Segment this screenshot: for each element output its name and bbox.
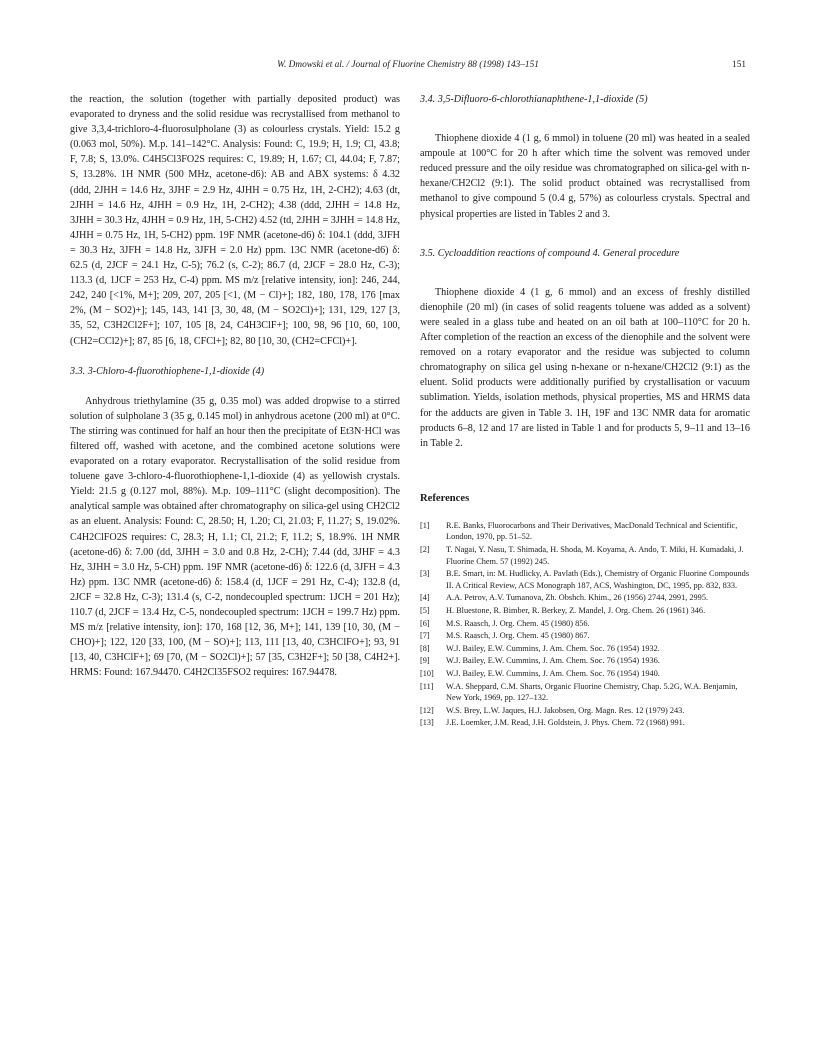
reference-text: J.E. Loemker, J.M. Read, J.H. Goldstein, J. Phys. Chem. 72 (1968) 991. — [446, 718, 685, 728]
reference-number: [4] — [420, 593, 430, 603]
paragraph-trichlorofluorosulpholane: the reaction, the solution (together with partially deposited product) was evaporated to dryness and the solid residue was recrystallised from methanol to give 3,3,4-trichloro-4-fluorosulpholane (3) as colourless crystals. Yield: 15.2 g (0.063 mol, 50%). M.p. 141–142°C. Analysis: Found: C, 19.9; H, 1.9; Cl, 43.8; F, 7.8; S, 13.0%. C4H5Cl3FO2S requires: C, 19.89; H, 1.67; Cl, 44.04; F, 7.87; S, 13.28%. 1H NMR (500 MHz, acetone-d6): AB and ABX systems: δ 4.32 (ddd, 2JHH = 14.6 Hz, 3JHF = 2.9 Hz, 4JHH = 0.75 Hz, 1H, 2-CH2); 4.63 (dt, 2JHH = 14.6 Hz, 4JHH = 0.9 Hz, 1H, 2-CH2); 4.38 (ddd, 2JHH = 14.8 Hz, 3JHH = 30.3 Hz, 4JHH = 0.9 Hz, 1H, 5-CH2) 4.52 (td, 2JHH = 3JHH = 14.8 Hz, 4JHH = 0.75 Hz, 1H, 5-CH2) ppm. 19F NMR (acetone-d6) δ: 104.1 (ddd, 3JFH = 30.3 Hz, 3JFH = 14.8 Hz, 3JFH = 2.0 Hz) ppm. 13C NMR (acetone-d6) δ: 62.5 (d, 2JCF = 24.1 Hz, C-5); 76.2 (s, C-2); 86.7 (d, 2JCF = 28.0 Hz, C-3); 113.3 (d, 1JCF = 253 Hz, C-4) ppm. MS m/z [relative intensity, ion]: 246, 244, 242, 240 [<1%, M+]; 209, 207, 205 [<1, (M − Cl)+]; 182, 180, 178, 176 [max 2%, (M − SO2)+]; 145, 143, 141 [3, 30, 48, (M − SO2Cl)+]; 131, 129, 127 [3, 35, 52, C3H2Cl2F+]; 107, 105 [8, 24, C4H3ClF+]; 100, 98, 96 [10, 60, 100, (CH2=CCl2)+]; 87, 85 [6, 18, CFCl+]; 82, 80 [10, 30, (CH2=CFCl)+]. — [70, 94, 400, 347]
reference-text: M.S. Raasch, J. Org. Chem. 45 (1980) 867. — [446, 631, 590, 641]
reference-number: [6] — [420, 618, 430, 628]
reference-item — [420, 568, 750, 591]
reference-text: M.S. Raasch, J. Org. Chem. 45 (1980) 856. — [446, 618, 590, 628]
reference-number: [2] — [420, 544, 430, 554]
left-column — [70, 92, 400, 680]
reference-item — [420, 592, 750, 604]
paragraph-chlorofluorothiophene-dioxide: Anhydrous triethylamine (35 g, 0.35 mol) was added dropwise to a stirred solution of sulpholane 3 (35 g, 0.145 mol) in anhydrous acetone (200 ml) at 0°C. The stirring was continued for half an hour then the precipitate of Et3N·HCl was filtered off, washed with acetone, and the combined acetone solutions were evaporated on a rotary evaporator. Recrystallisation of the solid residue from toluene gave 3-chloro-4-fluorothiophene-1,1-dioxide (4) as yellowish crystals. Yield: 21.5 g (0.127 mol, 88%). M.p. 109–111°C (slight decomposition). The analytical sample was obtained after chromatography on silica-gel using CH2Cl2 as an eluent. Analysis: Found: C, 28.50; H, 1.20; Cl, 21.03; F, 11.27; S, 19.02%. C4H2ClFO2S requires: C, 28.3; H, 1.1; Cl, 21.2; F, 11.2; S, 18.9%. 1H NMR (acetone-d6) δ: 7.00 (dd, 3JHH = 3.0 and 0.8 Hz, 2-CH); 7.44 (dd, 3JHF = 4.3 Hz, 3JHH = 3.0 Hz, 5-CH) ppm. 19F NMR (acetone-d6) δ: 122.6 (d, 3JFH = 4.3 Hz) ppm. 13C NMR (acetone-d6) δ: 158.4 (d, 1JCF = 291 Hz, C-4); 132.8 (d, 2JCF = 32.8 Hz, C-3); 131.4 (s, C-2, nondecoupled spectrum: 1JCH = 201 Hz); 110.7 (d, 2JCF = 13.4 Hz, C-5, nondecoupled spectrum: 1JCH = 199.7 Hz) ppm. MS m/z [relative intensity, ion]: 170, 168 [12, 36, M+]; 141, 139 [10, 30, (M − CHO)+]; 122, 120 [33, 100, (M − SO)+]; 113, 111 [13, 40, C3HClFO+]; 93, 91 [13, 40, C3HClF+]; 69 [70, (M − SO2Cl)+]; 57 [35, C3H2F+]; 50 [38, C4H2+]. HRMS: Found: 167.94470. C4H2Cl35FSO2 requires: 167.94478. — [70, 395, 400, 679]
journal-citation: W. Dmowski et al. / Journal of Fluorine Chemistry 88 (1998) 143–151 — [277, 60, 539, 70]
reference-number: [3] — [420, 569, 430, 579]
reference-text: A.A. Petrov, A.V. Tumanova, Zh. Obshch. Khim., 26 (1956) 2744, 2991, 2995. — [446, 593, 709, 603]
reference-number: [7] — [420, 631, 430, 641]
reference-text: T. Nagai, Y. Nasu, T. Shimada, H. Shoda, M. Koyama, A. Ando, T. Miki, H. Kumadaki, J. Fluorine Chem. 57 (1992) 245. — [446, 544, 744, 566]
reference-item — [420, 643, 750, 655]
reference-text: W.J. Bailey, E.W. Cummins, J. Am. Chem. Soc. 76 (1954) 1932. — [446, 643, 660, 653]
section-heading-3-3: 3.3. 3-Chloro-4-fluorothiophene-1,1-dioxide (4) — [70, 365, 265, 377]
reference-item — [420, 520, 750, 543]
reference-text: W.S. Brey, L.W. Jaques, H.J. Jakobsen, Org. Magn. Res. 12 (1979) 243. — [446, 705, 685, 715]
reference-item — [420, 668, 750, 680]
page-number: 151 — [732, 60, 746, 70]
paragraph-difluorochlorothianaphthene: Thiophene dioxide 4 (1 g, 6 mmol) in toluene (20 ml) was heated in a sealed ampoule at 100°C for 20 h after which time the solvent was removed under reduced pressure and the oily residue was chromatographed on silica-gel with n-hexane/CH2Cl2 (9:1). The solid product obtained was recrystallised from methanol to give compound 5 (0.4 g, 57%) as colourless crystals. Spectral and physical properties are listed in Tables 2 and 3. — [420, 133, 750, 220]
references-heading: References — [420, 492, 470, 504]
reference-number: [9] — [420, 656, 430, 666]
reference-text: R.E. Banks, Fluorocarbons and Their Derivatives, MacDonald Technical and Scientific, London, 1970, pp. 51–52. — [446, 520, 738, 542]
reference-item — [420, 618, 750, 630]
reference-number: [8] — [420, 643, 430, 653]
running-head — [70, 60, 746, 74]
reference-text: W.A. Sheppard, C.M. Sharts, Organic Fluorine Chemistry, Chap. 5.2G, W.A. Benjamin, New York, 1969, pp. 127–132. — [446, 681, 738, 703]
reference-item — [420, 681, 750, 704]
reference-list — [420, 520, 750, 729]
reference-number: [5] — [420, 605, 430, 615]
reference-number: [11] — [420, 681, 434, 691]
right-column — [420, 92, 750, 730]
reference-item — [420, 544, 750, 567]
reference-item — [420, 630, 750, 642]
section-heading-3-4: 3.4. 3,5-Difluoro-6-chlorothianaphthene-1,1-dioxide (5) — [420, 94, 648, 105]
reference-number: [12] — [420, 705, 434, 715]
reference-text: B.E. Smart, in: M. Hudlicky, A. Pavlath (Eds.), Chemistry of Organic Fluorine Compounds II. A Critical Review, ACS Monograph 187, ACS, Washington, DC, 1995, pp. 832, 833. — [446, 569, 750, 590]
paragraph-cycloaddition-procedure: Thiophene dioxide 4 (1 g, 6 mmol) and an excess of freshly distilled dienophile (20 ml) (in cases of solid reagents toluene was added as a solvent) were sealed in a glass tube and heated on an oil bath at 100–110°C for 20 h. After completion of the reaction an excess of the dienophile and the solvent were removed on a rotary evaporator and the residue was subjected to column chromatography on silica gel using n-hexane or n-hexane/CH2Cl2 (9:1) as the eluent. Solid products were additionally purified by crystallisation or vacuum sublimation. Yields, isolation methods, physical properties, MS and HRMS data for the adducts are given in Table 3. 1H, 19F and 13C NMR data for aromatic products 6–8, 12 and 17 are listed in Table 1 and for products 5, 9–11 and 13–16 in Table 2. — [420, 286, 750, 449]
reference-text: W.J. Bailey, E.W. Cummins, J. Am. Chem. Soc. 76 (1954) 1940. — [446, 668, 660, 678]
section-heading-3-5: 3.5. Cycloaddition reactions of compound 4. General procedure — [420, 247, 680, 259]
reference-text: H. Bluestone, R. Bimber, R. Berkey, Z. Mandel, J. Org. Chem. 26 (1961) 346. — [446, 605, 706, 615]
reference-text: W.J. Bailey, E.W. Cummins, J. Am. Chem. Soc. 76 (1954) 1936. — [446, 656, 660, 666]
reference-number: [13] — [420, 718, 434, 728]
reference-number: [1] — [420, 520, 430, 530]
reference-number: [10] — [420, 668, 434, 678]
reference-item — [420, 655, 750, 667]
reference-item — [420, 605, 750, 617]
reference-item — [420, 717, 750, 729]
reference-item — [420, 705, 750, 717]
